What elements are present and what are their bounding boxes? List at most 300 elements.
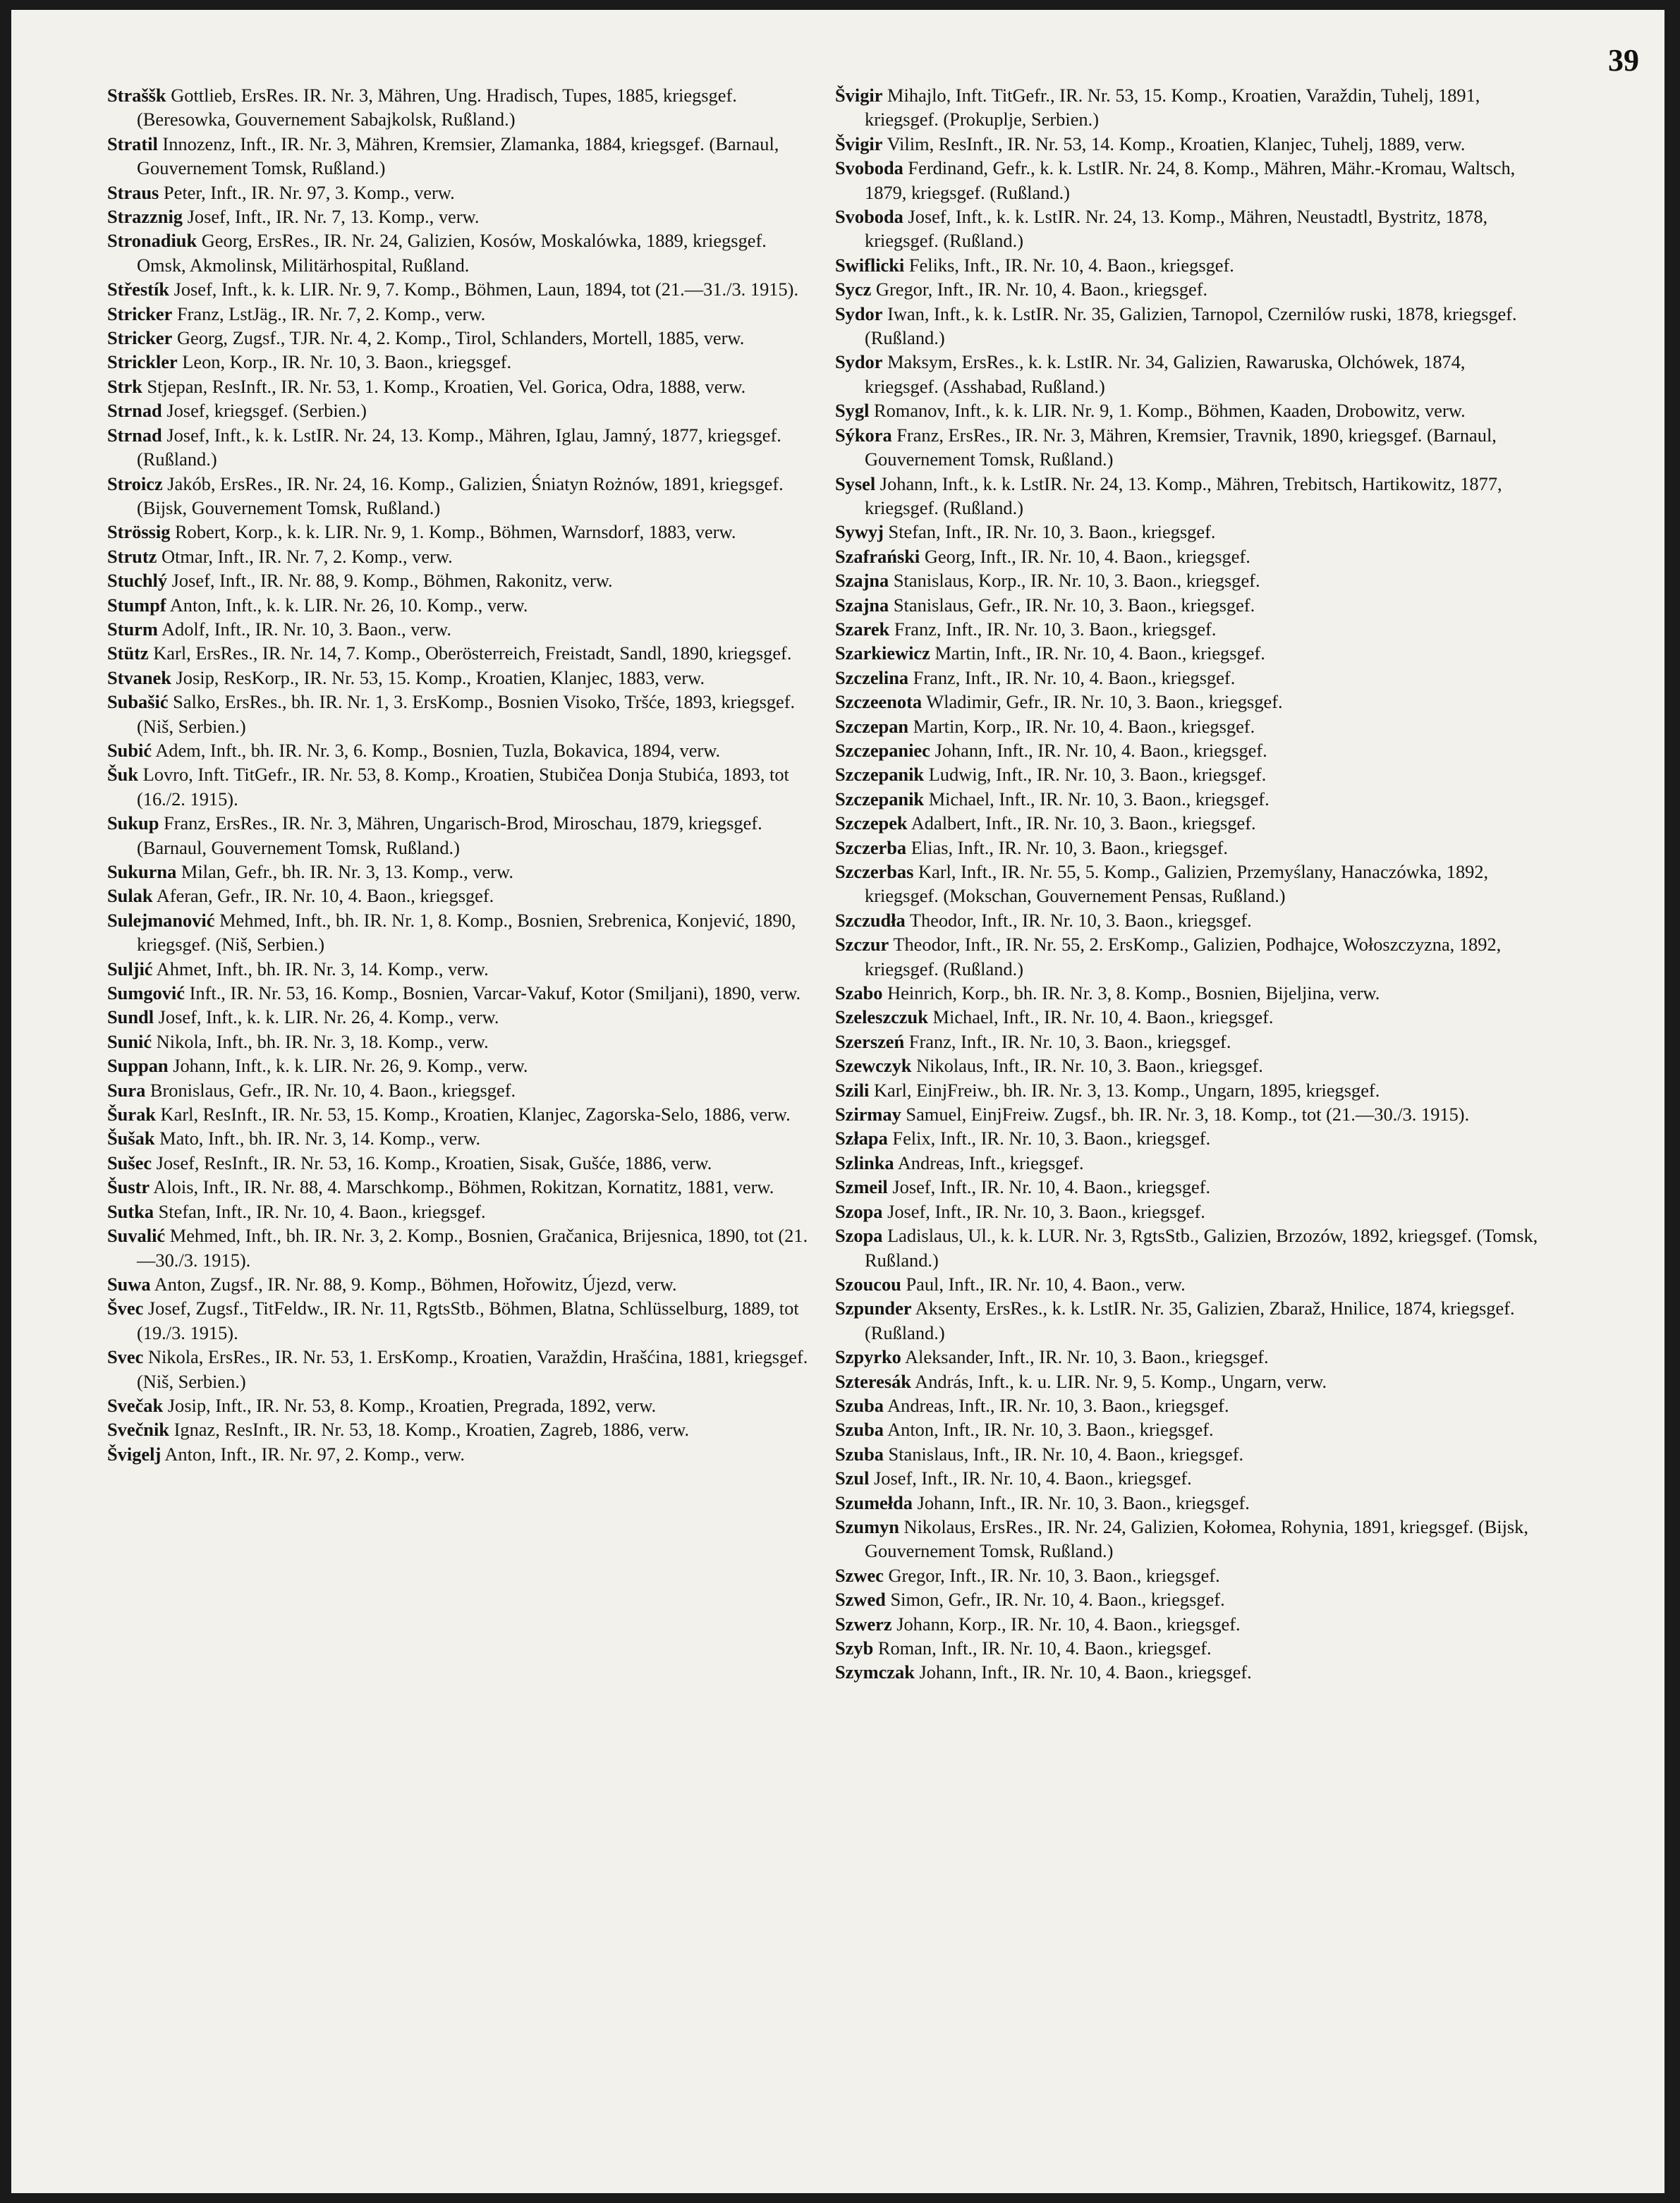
entry-details: Nikolaus, Inft., IR. Nr. 10, 3. Baon., kriegsgef.	[911, 1055, 1263, 1077]
entry-surname: Szarkiewicz	[835, 642, 930, 664]
entry-details: Roman, Inft., IR. Nr. 10, 4. Baon., kriegsgef.	[873, 1637, 1212, 1659]
entry-details: Feliks, Inft., IR. Nr. 10, 4. Baon., kriegsgef.	[904, 254, 1234, 276]
entry-surname: Szewczyk	[835, 1055, 912, 1077]
entry-surname: Svečnik	[107, 1419, 169, 1441]
list-entry	[835, 666, 1540, 690]
entry-details: Josef, kriegsgef. (Serbien.)	[162, 400, 367, 422]
entry-details: Stanislaus, Inft., IR. Nr. 10, 4. Baon., kriegsgef.	[883, 1443, 1244, 1465]
entry-surname: Subašić	[107, 691, 169, 713]
entry-details: Gregor, Inft., IR. Nr. 10, 3. Baon., kriegsgef.	[883, 1564, 1220, 1586]
entry-details: Samuel, EinjFreiw. Zugsf., bh. IR. Nr. 3, 18. Komp., tot (21.—30./3. 1915).	[901, 1104, 1470, 1125]
entry-details: Gottlieb, ErsRes. IR. Nr. 3, Mähren, Ung. Hradisch, Tupes, 1885, kriegsgef. (Beresowka, Gouvernement Sabajkolsk, Rußland.)	[137, 85, 737, 130]
entry-details: Ferdinand, Gefr., k. k. LstIR. Nr. 24, 8. Komp., Mähren, Mähr.-Kromau, Waltsch, 1879, kriegsgef. (Rußland.)	[865, 157, 1516, 203]
list-entry	[835, 1175, 1540, 1199]
document-page	[11, 10, 1664, 2193]
entry-surname: Szpunder	[835, 1298, 912, 1319]
entry-surname: Suwa	[107, 1273, 151, 1295]
list-entry	[107, 83, 812, 132]
entry-surname: Stuchlý	[107, 570, 168, 592]
list-entry	[835, 1223, 1540, 1272]
entry-details: Adalbert, Inft., IR. Nr. 10, 3. Baon., kriegsgef.	[907, 812, 1256, 834]
list-entry	[835, 1515, 1540, 1563]
list-entry	[835, 1126, 1540, 1150]
entry-surname: Szumyn	[835, 1515, 899, 1537]
entry-details: Lovro, Inft. TitGefr., IR. Nr. 53, 8. Komp., Kroatien, Stubičea Donja Stubića, 1893, tot (16./2. 1915).	[137, 764, 789, 810]
entry-details: Wladimir, Gefr., IR. Nr. 10, 3. Baon., kriegsgef.	[922, 691, 1283, 713]
entry-surname: Sutka	[107, 1200, 154, 1222]
right-column	[835, 83, 1540, 1685]
entry-details: Paul, Inft., IR. Nr. 10, 4. Baon., verw.	[901, 1273, 1186, 1295]
entry-details: Milan, Gefr., bh. IR. Nr. 3, 13. Komp., verw.	[176, 861, 513, 882]
entry-details: Karl, ErsRes., IR. Nr. 14, 7. Komp., Oberösterreich, Freistadt, Sandl, 1890, kriegsgef.	[148, 642, 792, 664]
list-entry	[107, 1393, 812, 1417]
entry-details: Martin, Korp., IR. Nr. 10, 4. Baon., kriegsgef.	[908, 715, 1255, 737]
entry-surname: Sura	[107, 1079, 146, 1101]
list-entry	[835, 1393, 1540, 1417]
list-entry	[835, 520, 1540, 544]
list-entry	[835, 1272, 1540, 1296]
entry-surname: Svečak	[107, 1394, 164, 1416]
entry-surname: Straus	[107, 181, 159, 203]
list-entry	[107, 277, 812, 301]
entry-surname: Szłapa	[835, 1128, 888, 1149]
list-entry	[835, 1054, 1540, 1078]
entry-details: Johann, Inft., IR. Nr. 10, 4. Baon., kriegsgef.	[930, 739, 1267, 761]
entry-details: Mehmed, Inft., bh. IR. Nr. 3, 2. Komp., Bosnien, Gračanica, Brijesnica, 1890, tot (21.—30./3. 1915).	[137, 1225, 808, 1271]
list-entry	[835, 1151, 1540, 1175]
entry-details: Bronislaus, Gefr., IR. Nr. 10, 4. Baon., kriegsgef.	[145, 1079, 516, 1101]
entry-surname: Strickler	[107, 351, 178, 373]
entry-surname: Szczudła	[835, 909, 906, 931]
entry-surname: Szuba	[835, 1419, 884, 1441]
entry-surname: Szczerbas	[835, 861, 914, 882]
entry-surname: Strnad	[107, 400, 162, 422]
entry-details: Gregor, Inft., IR. Nr. 10, 4. Baon., kriegsgef.	[871, 279, 1208, 300]
list-entry	[835, 1587, 1540, 1611]
list-entry	[835, 762, 1540, 786]
entry-details: Anton, Inft., IR. Nr. 10, 3. Baon., kriegsgef.	[883, 1419, 1214, 1441]
list-entry	[107, 1223, 812, 1272]
list-entry	[835, 205, 1540, 253]
entry-details: Adolf, Inft., IR. Nr. 10, 3. Baon., verw.	[157, 618, 451, 640]
entry-details: Georg, Zugsf., TJR. Nr. 4, 2. Komp., Tirol, Schlanders, Mortell, 1885, verw.	[172, 327, 745, 349]
entry-surname: Švigir	[835, 133, 883, 154]
entry-surname: Szczeenota	[835, 691, 923, 713]
entry-surname: Šustr	[107, 1176, 150, 1198]
entry-details: Anton, Zugsf., IR. Nr. 88, 9. Komp., Böhmen, Hořowitz, Újezd, verw.	[150, 1273, 677, 1295]
entry-details: Franz, Inft., IR. Nr. 10, 3. Baon., kriegsgef.	[889, 618, 1217, 640]
entry-details: András, Inft., k. u. LIR. Nr. 9, 5. Komp., Ungarn, verw.	[911, 1370, 1327, 1392]
list-entry	[835, 423, 1540, 472]
entry-details: Josef, Inft., IR. Nr. 7, 13. Komp., verw.	[183, 206, 480, 228]
entry-surname: Strössig	[107, 521, 171, 543]
entry-surname: Szerszeń	[835, 1030, 905, 1052]
entry-details: Josef, Inft., k. k. LIR. Nr. 26, 4. Komp., verw.	[154, 1006, 499, 1028]
entry-surname: Švigelj	[107, 1443, 162, 1465]
entry-details: Stanislaus, Korp., IR. Nr. 10, 3. Baon., kriegsgef.	[889, 570, 1260, 592]
entry-surname: Szczepan	[835, 715, 909, 737]
list-entry	[107, 738, 812, 762]
entry-surname: Szwed	[835, 1589, 886, 1611]
list-entry	[835, 156, 1540, 205]
list-entry	[107, 1078, 812, 1102]
entry-surname: Subić	[107, 739, 152, 761]
list-entry	[107, 350, 812, 374]
entry-details: Josef, Inft., IR. Nr. 10, 3. Baon., kriegsgef.	[882, 1200, 1205, 1222]
entry-surname: Sygl	[835, 400, 870, 422]
list-entry	[107, 690, 812, 738]
entry-details: Nikola, ErsRes., IR. Nr. 53, 1. ErsKomp., Kroatien, Varaždin, Hrašćina, 1881, kriegsgef. (Niš, Serbien.)	[137, 1346, 808, 1392]
entry-surname: Strnad	[107, 424, 162, 446]
list-entry	[835, 1030, 1540, 1054]
entry-details: Josef, Inft., k. k. LstIR. Nr. 24, 13. Komp., Mähren, Neustadtl, Bystritz, 1878, kriegsgef. (Rußland.)	[865, 206, 1488, 252]
entry-details: Martin, Inft., IR. Nr. 10, 4. Baon., kriegsgef.	[930, 642, 1265, 664]
list-entry	[835, 1417, 1540, 1441]
entry-details: Josef, Inft., IR. Nr. 88, 9. Komp., Böhmen, Rakonitz, verw.	[167, 570, 613, 592]
entry-details: Josip, Inft., IR. Nr. 53, 8. Komp., Kroatien, Pregrada, 1892, verw.	[163, 1394, 657, 1416]
entry-details: Stanislaus, Gefr., IR. Nr. 10, 3. Baon., kriegsgef.	[889, 594, 1255, 616]
list-entry	[835, 1491, 1540, 1515]
entry-surname: Szwec	[835, 1564, 884, 1586]
entry-details: Karl, Inft., IR. Nr. 55, 5. Komp., Galizien, Przemyślany, Hanaczówka, 1892, kriegsgef. (Mokschan, Gouvernement Pensas, Rußland.)	[865, 861, 1489, 907]
entry-surname: Sycz	[835, 279, 872, 300]
entry-surname: Sysel	[835, 472, 876, 494]
entry-surname: Sunić	[107, 1030, 152, 1052]
entry-details: Georg, Inft., IR. Nr. 10, 4. Baon., kriegsgef.	[920, 545, 1250, 567]
entry-surname: Stütz	[107, 642, 149, 664]
list-entry	[107, 228, 812, 277]
list-entry	[835, 641, 1540, 665]
list-entry	[835, 302, 1540, 350]
list-entry	[835, 568, 1540, 592]
list-entry	[835, 690, 1540, 714]
entry-surname: Szteresák	[835, 1370, 911, 1392]
entry-surname: Sywyj	[835, 521, 884, 543]
list-entry	[835, 1296, 1540, 1345]
list-entry	[107, 641, 812, 665]
list-entry	[107, 1296, 812, 1345]
entry-details: Anton, Inft., k. k. LIR. Nr. 26, 10. Komp., verw.	[166, 594, 528, 616]
entry-details: Felix, Inft., IR. Nr. 10, 3. Baon., kriegsgef.	[887, 1128, 1211, 1149]
list-entry	[835, 1200, 1540, 1223]
list-entry	[107, 302, 812, 326]
list-entry	[835, 811, 1540, 835]
list-entry	[835, 83, 1540, 132]
entry-surname: Strutz	[107, 545, 157, 567]
entry-details: Franz, ErsRes., IR. Nr. 3, Mähren, Kremsier, Travnik, 1890, kriegsgef. (Barnaul, Gouvernement Tomsk, Rußland.)	[865, 424, 1497, 470]
entry-surname: Szuba	[835, 1443, 884, 1465]
entry-details: Josef, Inft., IR. Nr. 10, 4. Baon., kriegsgef.	[869, 1467, 1192, 1489]
entry-surname: Szyb	[835, 1637, 874, 1659]
list-entry	[835, 1102, 1540, 1126]
list-entry	[835, 1442, 1540, 1466]
entry-details: Anton, Inft., IR. Nr. 97, 2. Komp., verw.	[161, 1443, 465, 1465]
entry-details: Ignaz, ResInft., IR. Nr. 53, 18. Komp., Kroatien, Zagreb, 1886, verw.	[169, 1419, 690, 1441]
page-number: 39	[1608, 43, 1639, 78]
entry-details: Josef, Inft., IR. Nr. 10, 4. Baon., kriegsgef.	[887, 1176, 1211, 1198]
list-entry	[107, 1442, 812, 1466]
entry-surname: Szul	[835, 1467, 870, 1489]
entry-surname: Szlinka	[835, 1152, 894, 1173]
entry-details: Vilim, ResInft., IR. Nr. 53, 14. Komp., Kroatien, Klanjec, Tuhelj, 1889, verw.	[882, 133, 1466, 154]
entry-details: Georg, ErsRes., IR. Nr. 24, Galizien, Kosów, Moskalówka, 1889, kriegsgef. Omsk, Akmolinsk, Militärhospital, Rußland.	[137, 230, 767, 276]
entry-surname: Szymczak	[835, 1661, 915, 1683]
entry-surname: Szumełda	[835, 1491, 913, 1513]
entry-surname: Szczerba	[835, 836, 907, 858]
list-entry	[107, 132, 812, 181]
entry-surname: Szajna	[835, 594, 889, 616]
entry-details: Maksym, ErsRes., k. k. LstIR. Nr. 34, Galizien, Rawaruska, Olchówek, 1874, kriegsgef. (Asshabad, Rußland.)	[865, 351, 1466, 397]
entry-details: Andreas, Inft., kriegsgef.	[894, 1152, 1084, 1173]
entry-details: Adem, Inft., bh. IR. Nr. 3, 6. Komp., Bosnien, Tuzla, Bokavica, 1894, verw.	[152, 739, 721, 761]
list-entry	[107, 472, 812, 520]
list-entry	[835, 1466, 1540, 1490]
entry-surname: Szabo	[835, 982, 883, 1004]
list-entry	[107, 860, 812, 884]
entry-details: Josef, Inft., k. k. LstIR. Nr. 24, 13. Komp., Mähren, Iglau, Jamný, 1877, kriegsgef. (Rußland.)	[137, 424, 781, 470]
entry-details: Leon, Korp., IR. Nr. 10, 3. Baon., kriegsgef.	[177, 351, 512, 373]
entry-surname: Strazznig	[107, 206, 183, 228]
entry-details: Ludwig, Inft., IR. Nr. 10, 3. Baon., kriegsgef.	[924, 764, 1267, 786]
entry-surname: Sturm	[107, 618, 158, 640]
list-entry	[835, 908, 1540, 932]
entry-surname: Sýkora	[835, 424, 892, 446]
entry-surname: Sulak	[107, 885, 153, 907]
entry-details: Johann, Inft., k. k. LstIR. Nr. 24, 13. Komp., Mähren, Trebitsch, Hartikowitz, 1877, kriegsgef. (Rußland.)	[865, 472, 1502, 518]
list-entry	[835, 1078, 1540, 1102]
entry-details: Nikolaus, ErsRes., IR. Nr. 24, Galizien, Kołomea, Rohynia, 1891, kriegsgef. (Bijsk, Gouvernement Tomsk, Rußland.)	[865, 1515, 1528, 1562]
entry-details: Franz, Inft., IR. Nr. 10, 3. Baon., kriegsgef.	[904, 1030, 1231, 1052]
entry-surname: Szczepanik	[835, 788, 925, 810]
entry-surname: Sydor	[835, 303, 883, 324]
entry-details: Aksenty, ErsRes., k. k. LstIR. Nr. 35, Galizien, Zbaraž, Hnilice, 1874, kriegsgef. (Rußland.)	[865, 1298, 1515, 1343]
entry-details: Heinrich, Korp., bh. IR. Nr. 3, 8. Komp., Bosnien, Bijeljina, verw.	[882, 982, 1380, 1004]
entry-details: Peter, Inft., IR. Nr. 97, 3. Komp., verw.	[159, 181, 455, 203]
entry-details: Stefan, Inft., IR. Nr. 10, 3. Baon., kriegsgef.	[883, 521, 1216, 543]
list-entry	[835, 714, 1540, 738]
list-entry	[835, 398, 1540, 422]
entry-details: Aferan, Gefr., IR. Nr. 10, 4. Baon., kriegsgef.	[152, 885, 494, 907]
list-entry	[107, 544, 812, 568]
entry-details: Johann, Inft., IR. Nr. 10, 4. Baon., kriegsgef.	[914, 1661, 1252, 1683]
entry-surname: Stvanek	[107, 666, 171, 688]
list-entry	[107, 666, 812, 690]
list-entry	[835, 1369, 1540, 1393]
list-entry	[107, 908, 812, 957]
entry-surname: Szczelina	[835, 666, 909, 688]
list-entry	[107, 1200, 812, 1223]
list-entry	[107, 593, 812, 617]
entry-details: Iwan, Inft., k. k. LstIR. Nr. 35, Galizien, Tarnopol, Czernilów ruski, 1878, kriegsgef. (Rußland.)	[865, 303, 1517, 349]
entry-surname: Straššk	[107, 85, 166, 106]
entry-details: Andreas, Inft., IR. Nr. 10, 3. Baon., kriegsgef.	[883, 1394, 1229, 1416]
entry-details: Mihajlo, Inft. TitGefr., IR. Nr. 53, 15. Komp., Kroatien, Varaždin, Tuhelj, 1891, kriegsgef. (Prokuplje, Serbien.)	[865, 85, 1480, 130]
list-entry	[107, 1417, 812, 1441]
entry-details: Theodor, Inft., IR. Nr. 10, 3. Baon., kriegsgef.	[905, 909, 1252, 931]
list-entry	[835, 836, 1540, 860]
list-entry	[107, 1272, 812, 1296]
entry-surname: Szmeil	[835, 1176, 888, 1198]
entry-surname: Švigir	[835, 85, 883, 106]
entry-details: Ahmet, Inft., bh. IR. Nr. 3, 14. Komp., verw.	[152, 958, 489, 980]
entry-surname: Suljić	[107, 958, 153, 980]
list-entry	[107, 423, 812, 472]
list-entry	[107, 568, 812, 592]
list-entry	[107, 617, 812, 641]
list-entry	[107, 884, 812, 908]
entry-details: Innozenz, Inft., IR. Nr. 3, Mähren, Kremsier, Zlamanka, 1884, kriegsgef. (Barnaul, Gouvernement Tomsk, Rußland.)	[137, 133, 779, 179]
entry-surname: Swiflicki	[835, 254, 905, 276]
entry-details: Johann, Inft., IR. Nr. 10, 3. Baon., kriegsgef.	[912, 1491, 1250, 1513]
entry-surname: Svoboda	[835, 206, 903, 228]
entry-details: Franz, ErsRes., IR. Nr. 3, Mähren, Ungarisch-Brod, Miroschau, 1879, kriegsgef. (Barnaul, Gouvernement Tomsk, Rußland.)	[137, 812, 762, 858]
entry-details: Michael, Inft., IR. Nr. 10, 3. Baon., kriegsgef.	[924, 788, 1270, 810]
list-entry	[835, 544, 1540, 568]
entry-surname: Szczur	[835, 934, 889, 956]
list-entry	[107, 374, 812, 398]
list-entry	[107, 520, 812, 544]
list-entry	[835, 738, 1540, 762]
entry-details: Josef, Inft., k. k. LIR. Nr. 9, 7. Komp., Böhmen, Laun, 1894, tot (21.—31./3. 1915).	[169, 279, 799, 300]
entry-surname: Szwerz	[835, 1613, 892, 1635]
list-entry	[107, 981, 812, 1005]
entry-surname: Sukurna	[107, 861, 177, 882]
entry-details: Karl, ResInft., IR. Nr. 53, 15. Komp., Kroatien, Klanjec, Zagorska-Selo, 1886, verw.	[155, 1104, 791, 1125]
list-entry	[107, 957, 812, 981]
list-entry	[835, 981, 1540, 1005]
entry-surname: Sundl	[107, 1006, 154, 1028]
entry-surname: Sulejmanović	[107, 909, 215, 931]
entry-surname: Suppan	[107, 1055, 169, 1077]
entry-details: Mato, Inft., bh. IR. Nr. 3, 14. Komp., verw.	[154, 1128, 481, 1149]
entry-details: Josef, ResInft., IR. Nr. 53, 16. Komp., Kroatien, Sisak, Gušće, 1886, verw.	[152, 1152, 712, 1173]
list-entry	[835, 1660, 1540, 1684]
entry-details: Jakób, ErsRes., IR. Nr. 24, 16. Komp., Galizien, Śniatyn Rożnów, 1891, kriegsgef. (Bijsk, Gouvernement Tomsk, Rußland.)	[137, 472, 784, 518]
list-entry	[835, 277, 1540, 301]
list-entry	[107, 1005, 812, 1029]
entry-surname: Stratil	[107, 133, 158, 154]
entry-surname: Svoboda	[835, 157, 903, 179]
entry-details: Johann, Inft., k. k. LIR. Nr. 26, 9. Komp., verw.	[168, 1055, 528, 1077]
entry-surname: Szopa	[835, 1200, 883, 1222]
entry-details: Theodor, Inft., IR. Nr. 55, 2. ErsKomp., Galizien, Podhajce, Wołoszczyzna, 1892, kriegsgef. (Rußland.)	[865, 934, 1502, 980]
list-entry	[107, 326, 812, 350]
list-entry	[107, 205, 812, 228]
list-entry	[835, 253, 1540, 277]
list-entry	[107, 1175, 812, 1199]
list-entry	[107, 1345, 812, 1393]
entry-surname: Szczepaniec	[835, 739, 930, 761]
list-entry	[107, 181, 812, 205]
entry-details: Franz, LstJäg., IR. Nr. 7, 2. Komp., verw.	[172, 303, 486, 324]
entry-surname: Szopa	[835, 1225, 883, 1247]
entry-details: Franz, Inft., IR. Nr. 10, 4. Baon., kriegsgef.	[908, 666, 1236, 688]
list-entry	[835, 860, 1540, 908]
list-entry	[107, 1054, 812, 1078]
list-entry	[107, 1151, 812, 1175]
list-entry	[835, 593, 1540, 617]
entry-surname: Suvalić	[107, 1225, 166, 1247]
list-entry	[835, 472, 1540, 520]
list-entry	[107, 811, 812, 860]
left-column	[107, 83, 812, 1466]
list-entry	[835, 617, 1540, 641]
entry-details: Michael, Inft., IR. Nr. 10, 4. Baon., kriegsgef.	[927, 1006, 1274, 1028]
entry-surname: Stronadiuk	[107, 230, 197, 252]
entry-surname: Strk	[107, 375, 142, 397]
list-entry	[835, 1636, 1540, 1660]
list-entry	[835, 932, 1540, 981]
list-entry	[107, 398, 812, 422]
entry-details: Stjepan, ResInft., IR. Nr. 53, 1. Komp., Kroatien, Vel. Gorica, Odra, 1888, verw.	[142, 375, 746, 397]
entry-surname: Szczepanik	[835, 764, 925, 786]
entry-details: Nikola, Inft., bh. IR. Nr. 3, 18. Komp., verw.	[152, 1030, 489, 1052]
entry-surname: Szoucou	[835, 1273, 901, 1295]
entry-details: Josef, Zugsf., TitFeldw., IR. Nr. 11, RgtsStb., Böhmen, Blatna, Schlüsselburg, 1889, tot (19./3. 1915).	[137, 1298, 799, 1343]
entry-details: Johann, Korp., IR. Nr. 10, 4. Baon., kriegsgef.	[891, 1613, 1241, 1635]
entry-details: Otmar, Inft., IR. Nr. 7, 2. Komp., verw.	[157, 545, 453, 567]
list-entry	[835, 1563, 1540, 1587]
entry-surname: Stumpf	[107, 594, 166, 616]
entry-details: Inft., IR. Nr. 53, 16. Komp., Bosnien, Varcar-Vakuf, Kotor (Smiljani), 1890, verw.	[184, 982, 801, 1004]
entry-details: Robert, Korp., k. k. LIR. Nr. 9, 1. Komp., Böhmen, Warnsdorf, 1883, verw.	[170, 521, 736, 543]
entry-details: Ladislaus, Ul., k. k. LUR. Nr. 3, RgtsStb., Galizien, Brzozów, 1892, kriegsgef. (Tomsk, Rußland.)	[865, 1225, 1538, 1271]
entry-surname: Sydor	[835, 351, 883, 373]
entry-surname: Sumgović	[107, 982, 185, 1004]
list-entry	[835, 1612, 1540, 1636]
entry-details: Stefan, Inft., IR. Nr. 10, 4. Baon., kriegsgef.	[154, 1200, 486, 1222]
entry-details: Elias, Inft., IR. Nr. 10, 3. Baon., kriegsgef.	[906, 836, 1229, 858]
entry-surname: Šurak	[107, 1104, 156, 1125]
list-entry	[107, 1102, 812, 1126]
list-entry	[107, 1030, 812, 1054]
entry-details: Karl, EinjFreiw., bh. IR. Nr. 3, 13. Komp., Ungarn, 1895, kriegsgef.	[869, 1079, 1380, 1101]
entry-surname: Sukup	[107, 812, 159, 834]
list-entry	[107, 1126, 812, 1150]
entry-surname: Szajna	[835, 570, 889, 592]
entry-surname: Švec	[107, 1298, 144, 1319]
entry-surname: Szeleszczuk	[835, 1006, 928, 1028]
entry-details: Mehmed, Inft., bh. IR. Nr. 1, 8. Komp., Bosnien, Srebrenica, Konjević, 1890, kriegsgef. (Niš, Serbien.)	[137, 909, 796, 956]
entry-surname: Šuk	[107, 764, 139, 786]
list-entry	[835, 350, 1540, 398]
entry-surname: Stricker	[107, 303, 173, 324]
entry-surname: Szuba	[835, 1394, 884, 1416]
entry-details: Aleksander, Inft., IR. Nr. 10, 3. Baon., kriegsgef.	[901, 1346, 1269, 1368]
entry-details: Romanov, Inft., k. k. LIR. Nr. 9, 1. Komp., Böhmen, Kaaden, Drobowitz, verw.	[869, 400, 1466, 422]
entry-surname: Svec	[107, 1346, 144, 1368]
list-entry	[107, 762, 812, 811]
entry-details: Salko, ErsRes., bh. IR. Nr. 1, 3. ErsKomp., Bosnien Visoko, Tršće, 1893, kriegsgef. (Niš, Serbien.)	[137, 691, 796, 737]
entry-surname: Šušak	[107, 1128, 155, 1149]
entry-surname: Střestík	[107, 279, 169, 300]
entry-details: Josip, ResKorp., IR. Nr. 53, 15. Komp., Kroatien, Klanjec, 1883, verw.	[171, 666, 705, 688]
entry-surname: Szarek	[835, 618, 890, 640]
entry-surname: Szczepek	[835, 812, 908, 834]
list-entry	[835, 1345, 1540, 1369]
entry-details: Simon, Gefr., IR. Nr. 10, 4. Baon., kriegsgef.	[885, 1589, 1225, 1611]
entry-surname: Szpyrko	[835, 1346, 901, 1368]
entry-surname: Stroicz	[107, 472, 163, 494]
list-entry	[835, 1005, 1540, 1029]
entry-details: Alois, Inft., IR. Nr. 88, 4. Marschkomp., Böhmen, Rokitzan, Kornatitz, 1881, verw.	[150, 1176, 774, 1198]
list-entry	[835, 787, 1540, 811]
entry-surname: Stricker	[107, 327, 173, 349]
entry-surname: Szirmay	[835, 1104, 901, 1125]
entry-surname: Szafrański	[835, 545, 920, 567]
entry-surname: Szili	[835, 1079, 870, 1101]
list-entry	[835, 132, 1540, 156]
